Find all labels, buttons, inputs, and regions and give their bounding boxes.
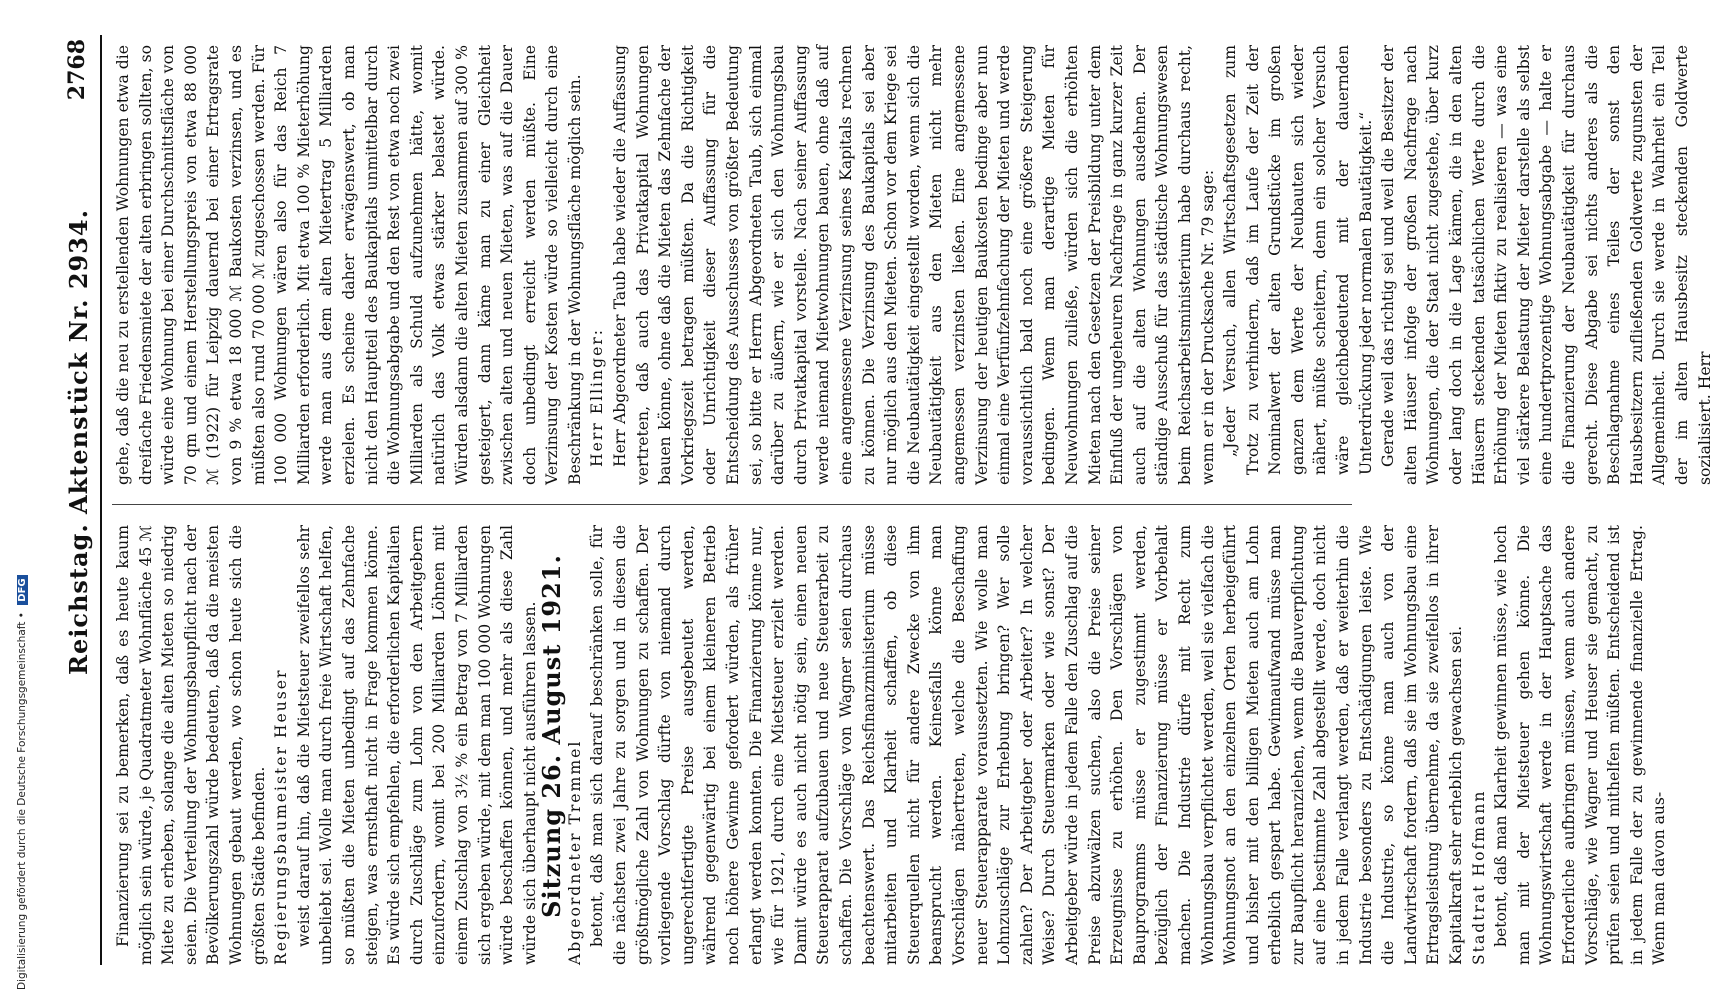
paragraph: weist darauf hin, daß die Mietsteuer zweifellos sehr unbeliebt sei. Wolle man durch freie Wirtschaft helfen, so müßten die Mieten unbedingt auf das Zehnfache steigen, was ernsthaft nicht in Frage kommen könne. Es würde sich empfehlen, die erforderlichen Kapitalien durch Zuschläge zum Lohn von den Arbeitgebern einzufordern, womit bei 200 Milliarden Löhnen mit einem Zuschlag von 3½ % ein Betrag von 7 Milliarden sich ergeben würde, mit dem man 100 000 Wohnungen würde beschaffen können, und mehr als diese Zahl würde sich überhaupt nicht ausführen lassen. [294, 525, 539, 965]
dfg-logo: DFG [17, 575, 28, 604]
paragraph: Gerade weil das richtig sei und weil die Besitzer der alten Häuser infolge der großen Nachfrage nach Wohnungen, die der Staat nicht zugestehe, über kurz oder lang doch in die Lage kämen, die in den alten Häusern steckenden tatsächlichen Werte durch die Erhöhung der Mieten fiktiv zu realisieren — was eine viel stärkere Belastung der Mieter darstelle als selbst eine hundertprozentige Wohnungsabgabe — halte er die Finanzierung der Neubautätigkeit für durchaus gerecht. Diese Abgabe sei nichts anderes als die Beschlagnahme eines Teiles der sonst den Hausbesitzern zufließenden Goldwerte zugunsten der Allgemeinheit. Durch sie werde in Wahrheit ein Teil der im alten Hausbesitz steckenden Goldwerte sozialisiert. Herr [1379, 45, 1714, 485]
page-header [60, 35, 102, 965]
block-quote: „Jeder Versuch, allen Wirtschaftsgesetzen zum Trotz zu verhindern, daß im Laufe der Zeit der Nominalwert der alten Grundstücke im großen ganzen dem Werte der Neubauten sich wieder nähert, müßte scheitern, denn ein solcher Versuch wäre gleichbedeutend mit der dauernden Unterdrückung jeder normalen Bautätigkeit.“ [1221, 45, 1375, 475]
paragraph: gehe, daß die neu zu erstellenden Wohnungen etwa die dreifache Friedensmiete der alten erbringen sollten, so würde eine Wohnung bei einer Durchschnittsfläche von 70 qm und einem Herstellungspreis von etwa 88 000 ℳ (1922) für Leipzig dauernd bei einer Ertragsrate von 9 % etwa 18 000 ℳ Baukosten verzinsen, und es müßten also rund 70 000 ℳ zugeschossen werden. Für 100 000 Wohnungen wären also für das Reich 7 Milliarden erforderlich. Mit etwa 100 % Mieterhöhung werde man aus dem alten Mietertrag 5 Milliarden erzielen. Es scheine daher erwägenswert, ob man nicht den Hauptteil des Baukapitals unmittelbar durch die Wohnungsabgabe und den Rest von etwa noch zwei Milliarden als Schuld aufzunehmen hätte, womit natürlich das Volk etwas stärker belastet würde. Würden alsdann die alten Mieten zusammen auf 300 % gesteigert, dann käme man zu einer Gleichheit zwischen alten und neuen Mieten, was auf die Dauer doch unbedingt erreicht werden müßte. Eine Verzinsung der Kosten würde so vielleicht durch eine Beschränkung in der Wohnungsfläche möglich sein. [114, 45, 584, 485]
paragraph: betont, daß man Klarheit gewinnen müsse, wie hoch man mit der Mietsteuer gehen könne. Die Wohnungswirtschaft werde in der Hauptsache das Erforderliche aufbringen müssen, wenn auch andere Vorschläge, wie Wagner und Heuser sie gemacht, zu prüfen seien und mithelfen müßten. Entscheidend ist in jedem Falle der zu gewinnende finanzielle Ertrag. Wenn man davon aus- [1492, 525, 1669, 965]
page-number: 2768 [64, 39, 90, 101]
rotated-page-content [60, 35, 1714, 965]
speaker-name: Abgeordneter Tremmel [565, 739, 584, 965]
speaker-name: Stadtrat Hofmann [1469, 789, 1488, 965]
left-column [112, 525, 1669, 965]
paragraph: Finanzierung sei zu bemerken, daß es heute kaum möglich sein würde, je Quadratmeter Wohnfläche 45 ℳ Miete zu erheben, solange die alten Mieten so niedrig seien. Die Verteilung der Wohnungsbaupflicht nach der Bevölkerungszahl würde bedeuten, daß da die meisten Wohnungen gebaut werden, wo schon heute sich die größten Städte befinden. [114, 525, 268, 965]
paragraph: Herr Abgeordneter Taub habe wieder die Auffassung vertreten, daß auch das Privatkapital Wohnungen bauen könne, ohne daß die Mieten das Zehnfache der Vorkriegszeit betragen müßten. Da die Richtigkeit oder Unrichtigkeit dieser Auffassung für die Entscheidung des Ausschusses von größter Bedeutung sei, so bitte er Herrn Abgeordneten Taub, sich einmal darüber zu äußern, wie er sich den Wohnungsbau durch Privatkapital vorstelle. Nach seiner Auffassung werde niemand Mietwohnungen bauen, ohne daß auf eine angemessene Verzinsung seines Kapitals rechnen zu können. Die Verzinsung des Baukapitals sei aber nur möglich aus den Mieten. Schon vor dem Kriege sei die Neubautätigkeit eingestellt worden, wenn sich die Neubautätigkeit aus den Mieten nicht mehr angemessen verzinsten ließen. Eine angemessene Verzinsung der heutigen Baukosten bedinge aber nun einmal eine Verfünfzehnfachung der Mieten und werde voraussichtlich bald noch eine größere Steigerung bedingen. Wenn man derartige Mieten für Neuwohnungen zuließe, würden sich die erhöhten Mieten nach den Gesetzen der Preisbildung unter dem Einfluß der ungeheuren Nachfrage in ganz kurzer Zeit auch auf die alten Wohnungen ausdehnen. Der ständige Ausschuß für das städtische Wohnungswesen beim Reichsarbeitsministerium habe durchaus recht, wenn er in der Drucksache Nr. 79 sage: [611, 45, 1217, 485]
speaker-name: Regierungsbaumeister Heuser [272, 668, 291, 965]
credit-text: Digitalisierung gefördert durch die Deutsche Forschungsgemeinschaft • [16, 612, 28, 990]
speaker-name: Herr Ellinger: [588, 328, 607, 467]
digitization-credit [2, 0, 28, 1000]
right-column [112, 45, 1714, 485]
paragraph: betont, daß man sich darauf beschränken solle, für die nächsten zwei Jahre zu sorgen und in diesen die größtmögliche Zahl von Wohnungen zu schaffen. Der vorliegende Vorschlag dürfte von niemand durch ungerechtfertigte Preise ausgebeutet werden, während gegenwärtig bei einem kleineren Betrieb noch höhere Gewinne gefordert würden, als früher erlangt werden konnten. Die Finanzierung könne nur, wie für 1921, durch eine Mietsteuer erzielt werden. Damit würde es auch nicht nötig sein, einen neuen Steuerapparat aufzubauen und neue Steuerarbeit zu schaffen. Die Vorschläge von Wagner seien durchaus beachtenswert. Das Reichsfinanzministerium müsse mitarbeiten und Klarheit schaffen, ob diese Steuerquellen nicht für andere Zwecke von ihm beansprucht werden. Keinesfalls könne man Vorschlägen nähertreten, welche die Beschaffung neuer Steuerapparate voraussetzten. Wie wolle man Lohnzuschläge zur Erhebung bringen? Wer solle zahlen? Der Arbeitgeber oder Arbeiter? In welcher Weise? Durch Steuermarken oder wie sonst? Der Arbeitgeber würde in jedem Falle den Zuschlag auf die Preise abzuwälzen suchen, also die Preise seiner Erzeugnisse zu erhöhen. Den Vorschlägen von Bauprogramms müsse er zugestimmt werden, bezüglich der Finanzierung müsse er Vorbehalt machen. Die Industrie dürfe mit Recht zum Wohnungsbau verpflichtet werden, weil sie vielfach die Wohnungsnot an den einzelnen Orten herbeigeführt und bisher mit den billigen Mieten auch am Lohn erheblich gespart habe. Gewinnaufwand müsse man zur Baupflicht heranziehen, wenn die Bauverpflichtung auf eine bestimmte Zahl abgestellt werde, doch nicht in jedem Falle verlangt werden, daß er weiterhin die Industrie besonders zu Entschädigungen leiste. Wie die Industrie, so könne man auch von der Landwirtschaft fordern, daß sie im Wohnungsbau eine Ertragsleistung übernehme, da sie zweifellos in ihrer Kapitalkraft sehr erheblich gewachsen sei. [588, 525, 1466, 965]
session-heading: Sitzung 26. August 1921. [537, 554, 567, 918]
page-title: Reichstag. Aktenstück Nr. 2934. [64, 209, 93, 675]
column-divider [112, 504, 1352, 505]
